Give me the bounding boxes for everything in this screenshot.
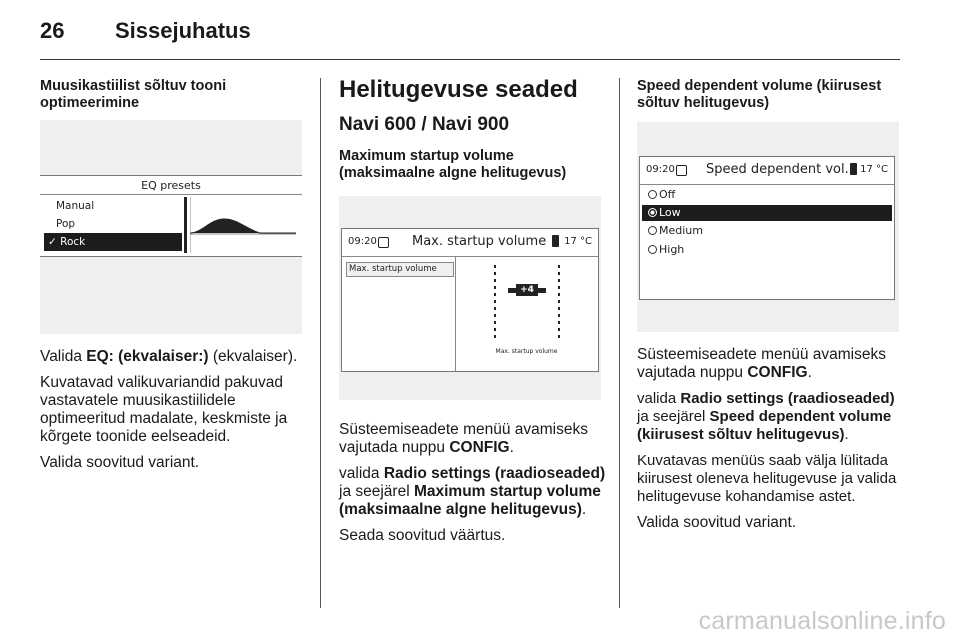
middle-paragraph-2: valida Radio settings (raadioseaded) ja seejärel Maximum startup volume (maksimaalne algne helitugevus).: [339, 465, 606, 518]
radio-button-selected-icon: [648, 208, 657, 217]
column-divider-2: [619, 78, 620, 608]
speed-dependent-heading: Speed dependent volume (kiirusest sõltuv helitugevus): [637, 78, 882, 111]
page-number: 26: [40, 18, 65, 43]
speed-option-medium[interactable]: Medium: [642, 223, 892, 239]
right-column: [637, 78, 902, 112]
middle-column: [339, 76, 609, 182]
radio-button-icon: [648, 190, 657, 199]
screen-temperature: 17 °C: [860, 164, 888, 175]
speed-option-off[interactable]: Off: [642, 187, 892, 203]
eq-preset-rock-label: Rock: [60, 236, 86, 248]
checkmark-icon: ✓: [48, 236, 57, 248]
screen-header-rule: [342, 256, 598, 257]
eq-preset-pop[interactable]: Pop: [56, 218, 76, 230]
left-body: [40, 348, 305, 472]
screen-time: 09:20: [348, 236, 377, 247]
clock-icon: [378, 237, 389, 248]
speed-volume-screenshot: [637, 122, 899, 332]
right-paragraph-1: Süsteemiseadete menüü avamiseks vajutada nuppu CONFIG.: [637, 346, 886, 381]
eq-preset-manual[interactable]: Manual: [56, 200, 95, 212]
middle-paragraph-1: Süsteemiseadete menüü avamiseks vajutada nuppu CONFIG.: [339, 421, 588, 456]
page-header-title: Sissejuhatus: [115, 18, 251, 43]
eq-presets-screen: [40, 175, 302, 257]
eq-screenshot: [40, 120, 302, 334]
column-divider-1: [320, 78, 321, 608]
radio-button-icon: [648, 226, 657, 235]
speed-option-high[interactable]: High: [642, 242, 892, 258]
max-startup-list-item[interactable]: Max. startup volume: [346, 262, 454, 277]
left-paragraph-3: Valida soovitud variant.: [40, 454, 200, 471]
speed-volume-screen: [639, 156, 895, 300]
max-startup-screen: [341, 228, 599, 372]
slider-caption: Max. startup volume: [495, 348, 558, 355]
speed-option-low[interactable]: Low: [642, 205, 892, 221]
header-rule: [40, 59, 900, 60]
battery-icon: [552, 235, 559, 247]
eq-scrollbar[interactable]: [184, 197, 187, 253]
max-startup-heading: Maximum startup volume (maksimaalne algne helitugevus): [339, 148, 567, 181]
radio-button-icon: [648, 245, 657, 254]
middle-body: [339, 421, 607, 545]
screen-temperature: 17 °C: [564, 236, 592, 247]
right-paragraph-3: Kuvatavas menüüs saab välja lülitada kiirusest oleneva helitugevuse ja valida helitugevuse kohandamise astet.: [637, 452, 897, 505]
volume-value-badge: +4: [516, 284, 538, 296]
left-heading: Muusikastiilist sõltuv tooni optimeerimine: [40, 78, 227, 111]
left-column: [40, 78, 305, 112]
max-startup-screenshot: [339, 196, 601, 400]
left-paragraph-1: Valida EQ: (ekvalaiser:) (ekvalaiser).: [40, 348, 298, 365]
screen-title: Max. startup volume: [412, 234, 547, 249]
eq-screen-title: EQ presets: [141, 179, 201, 192]
right-paragraph-2: valida Radio settings (raadioseaded) ja seejärel Speed dependent volume (kiirusest sõltuv helitugevus).: [637, 390, 895, 443]
clock-icon: [676, 165, 687, 176]
eq-preset-list: [44, 197, 182, 251]
eq-preset-rock[interactable]: [44, 233, 182, 251]
middle-paragraph-3: Seada soovitud väärtus.: [339, 527, 506, 544]
screen-time: 09:20: [646, 164, 675, 175]
right-body: [637, 346, 905, 532]
screen-header-rule: [640, 184, 894, 185]
volume-slider[interactable]: [482, 265, 572, 345]
eq-title-rule: [40, 194, 302, 195]
watermark: carmanualsonline.info: [698, 607, 946, 635]
right-paragraph-4: Valida soovitud variant.: [637, 514, 797, 531]
battery-icon: [850, 163, 857, 175]
left-paragraph-2: Kuvatavad valikuvariandid pakuvad vastavatele muusikastiilidele optimeeritud madalate, keskmiste ja kõrgete toonide eelseadeid.: [40, 374, 288, 445]
eq-curve-graph: [190, 197, 296, 253]
screen-title: Speed dependent vol.: [706, 162, 849, 177]
section-subheading: Navi 600 / Navi 900: [339, 114, 510, 135]
section-heading: Helitugevuse seaded: [339, 76, 578, 103]
